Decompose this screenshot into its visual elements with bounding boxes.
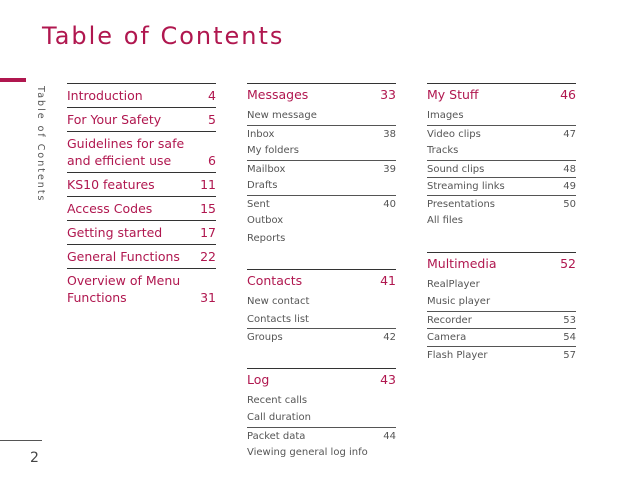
subentry-label: Flash Player <box>427 349 488 361</box>
toc-subentry[interactable] <box>427 212 576 230</box>
toc-subentry[interactable] <box>427 125 576 143</box>
toc-entry-label: Access Codes <box>67 201 153 216</box>
toc-subentry[interactable] <box>427 177 576 195</box>
subentry-label: Contacts list <box>247 313 309 325</box>
toc-entry-label: For Your Safety <box>67 112 162 127</box>
toc-subentry[interactable] <box>247 160 396 178</box>
toc-entry[interactable] <box>67 268 216 306</box>
subentry-label: Reports <box>247 232 286 244</box>
subentry-page: 44 <box>383 430 396 442</box>
section-title: My Stuff <box>427 87 479 102</box>
toc-entry[interactable] <box>67 107 216 128</box>
toc-subentry[interactable] <box>427 311 576 329</box>
subentry-label: Camera <box>427 332 467 343</box>
subentry-label: Recorder <box>427 314 472 326</box>
toc-entry-page: 31 <box>200 290 216 305</box>
toc-entry-label: Getting started <box>67 225 163 240</box>
toc-entry-page: 17 <box>200 225 216 240</box>
subentry-label: Streaming links <box>427 181 505 192</box>
entry-gap <box>67 306 216 309</box>
toc-subentry[interactable] <box>247 125 396 143</box>
toc-section-heading[interactable] <box>427 83 576 107</box>
toc-entry-label: General Functions <box>67 249 180 264</box>
toc-section-heading[interactable] <box>427 252 576 276</box>
toc-section-heading[interactable] <box>247 269 396 293</box>
side-section-label: Table of Contents <box>35 86 46 203</box>
toc-subentry[interactable] <box>427 293 576 311</box>
toc-section-heading[interactable] <box>247 83 396 107</box>
toc-entry[interactable] <box>67 244 216 265</box>
subentry-label: Video clips <box>427 128 481 140</box>
toc-subentry[interactable] <box>427 346 576 364</box>
toc-subentry[interactable] <box>247 177 396 195</box>
toc-section <box>247 368 396 462</box>
toc-entry-label: Overview of Menu Functions <box>67 273 181 305</box>
toc-column-mystuff-multimedia <box>427 83 576 385</box>
section-spacer <box>247 247 396 269</box>
toc-entry[interactable] <box>67 83 216 104</box>
subentry-label: Recent calls <box>247 394 308 406</box>
toc-entry-page: 22 <box>200 249 216 264</box>
page-title: Table of Contents <box>42 22 285 50</box>
subentry-label: Inbox <box>247 128 275 140</box>
toc-subentry[interactable] <box>427 328 576 346</box>
toc-subentry[interactable] <box>247 444 396 462</box>
section-page: 52 <box>560 255 576 271</box>
subentry-page: 57 <box>563 349 576 361</box>
toc-entry-label: KS10 features <box>67 177 155 192</box>
subentry-label: Sent <box>247 198 270 210</box>
toc-subentry[interactable] <box>427 195 576 213</box>
toc-section <box>427 83 576 230</box>
toc-subentry[interactable] <box>247 142 396 160</box>
subentry-label: Images <box>427 110 464 121</box>
subentry-page: 38 <box>383 128 396 140</box>
toc-entry-page: 11 <box>200 177 216 192</box>
subentry-label: New contact <box>247 296 310 307</box>
section-title: Log <box>247 371 270 387</box>
toc-entry-page: 5 <box>208 112 216 127</box>
toc-section-heading[interactable] <box>247 368 396 392</box>
subentry-page: 47 <box>563 128 576 140</box>
subentry-label: Packet data <box>247 430 306 442</box>
subentry-page: 39 <box>383 163 396 175</box>
toc-subentry[interactable] <box>247 293 396 311</box>
section-page: 43 <box>380 371 396 387</box>
toc-entry-label: Introduction <box>67 88 143 103</box>
toc-subentry[interactable] <box>247 212 396 230</box>
subentry-label: Drafts <box>247 180 278 191</box>
subentry-label: My folders <box>247 145 299 156</box>
toc-column-messages-contacts-log <box>247 83 396 484</box>
toc-subentry[interactable] <box>247 107 396 125</box>
subentry-page: 42 <box>383 332 396 343</box>
side-accent-bar <box>0 78 26 82</box>
toc-subentry[interactable] <box>247 392 396 410</box>
subentry-label: Call duration <box>247 412 311 423</box>
toc-entry-page: 15 <box>200 201 216 216</box>
toc-subentry[interactable] <box>427 107 576 125</box>
toc-entry-page: 4 <box>208 88 216 103</box>
toc-section <box>427 252 576 364</box>
toc-entry[interactable] <box>67 220 216 241</box>
page-number: 2 <box>30 450 39 466</box>
subentry-page: 53 <box>563 314 576 326</box>
subentry-label: RealPlayer <box>427 278 480 290</box>
section-page: 41 <box>380 273 396 288</box>
subentry-page: 54 <box>563 332 576 343</box>
section-page: 33 <box>380 87 396 102</box>
toc-section <box>247 269 396 346</box>
subentry-label: Music player <box>427 296 491 307</box>
subentry-label: Presentations <box>427 198 496 210</box>
toc-subentry[interactable] <box>247 427 396 445</box>
subentry-page: 49 <box>563 181 576 192</box>
toc-subentry[interactable] <box>247 230 396 248</box>
toc-entry[interactable] <box>67 196 216 217</box>
toc-subentry[interactable] <box>427 276 576 294</box>
section-spacer <box>427 363 576 385</box>
toc-column-main <box>67 83 216 309</box>
subentry-page: 50 <box>563 198 576 210</box>
toc-subentry[interactable] <box>427 142 576 160</box>
toc-subentry[interactable] <box>427 160 576 178</box>
toc-entry[interactable] <box>67 172 216 193</box>
subentry-page: 48 <box>563 163 576 175</box>
section-spacer <box>247 462 396 484</box>
subentry-label: Sound clips <box>427 163 485 175</box>
toc-subentry[interactable] <box>247 311 396 329</box>
subentry-label: Outbox <box>247 215 284 226</box>
subentry-label: Mailbox <box>247 163 286 175</box>
section-spacer <box>247 346 396 368</box>
footer-divider <box>0 440 42 441</box>
subentry-label: Viewing general log info <box>247 447 368 458</box>
section-title: Messages <box>247 87 309 102</box>
toc-entry[interactable] <box>67 131 216 169</box>
section-title: Multimedia <box>427 255 497 271</box>
toc-entry-page: 6 <box>208 153 216 168</box>
toc-entry-label: Guidelines for safe and efficient use <box>67 136 185 168</box>
toc-subentry[interactable] <box>247 195 396 213</box>
subentry-label: Tracks <box>427 145 459 156</box>
section-page: 46 <box>560 87 576 102</box>
section-spacer <box>427 230 576 252</box>
toc-subentry[interactable] <box>247 409 396 427</box>
section-title: Contacts <box>247 273 303 288</box>
subentry-label: Groups <box>247 332 283 343</box>
toc-section <box>247 83 396 247</box>
subentry-label: All files <box>427 215 464 226</box>
subentry-label: New message <box>247 110 317 121</box>
subentry-page: 40 <box>383 198 396 210</box>
toc-subentry[interactable] <box>247 328 396 346</box>
